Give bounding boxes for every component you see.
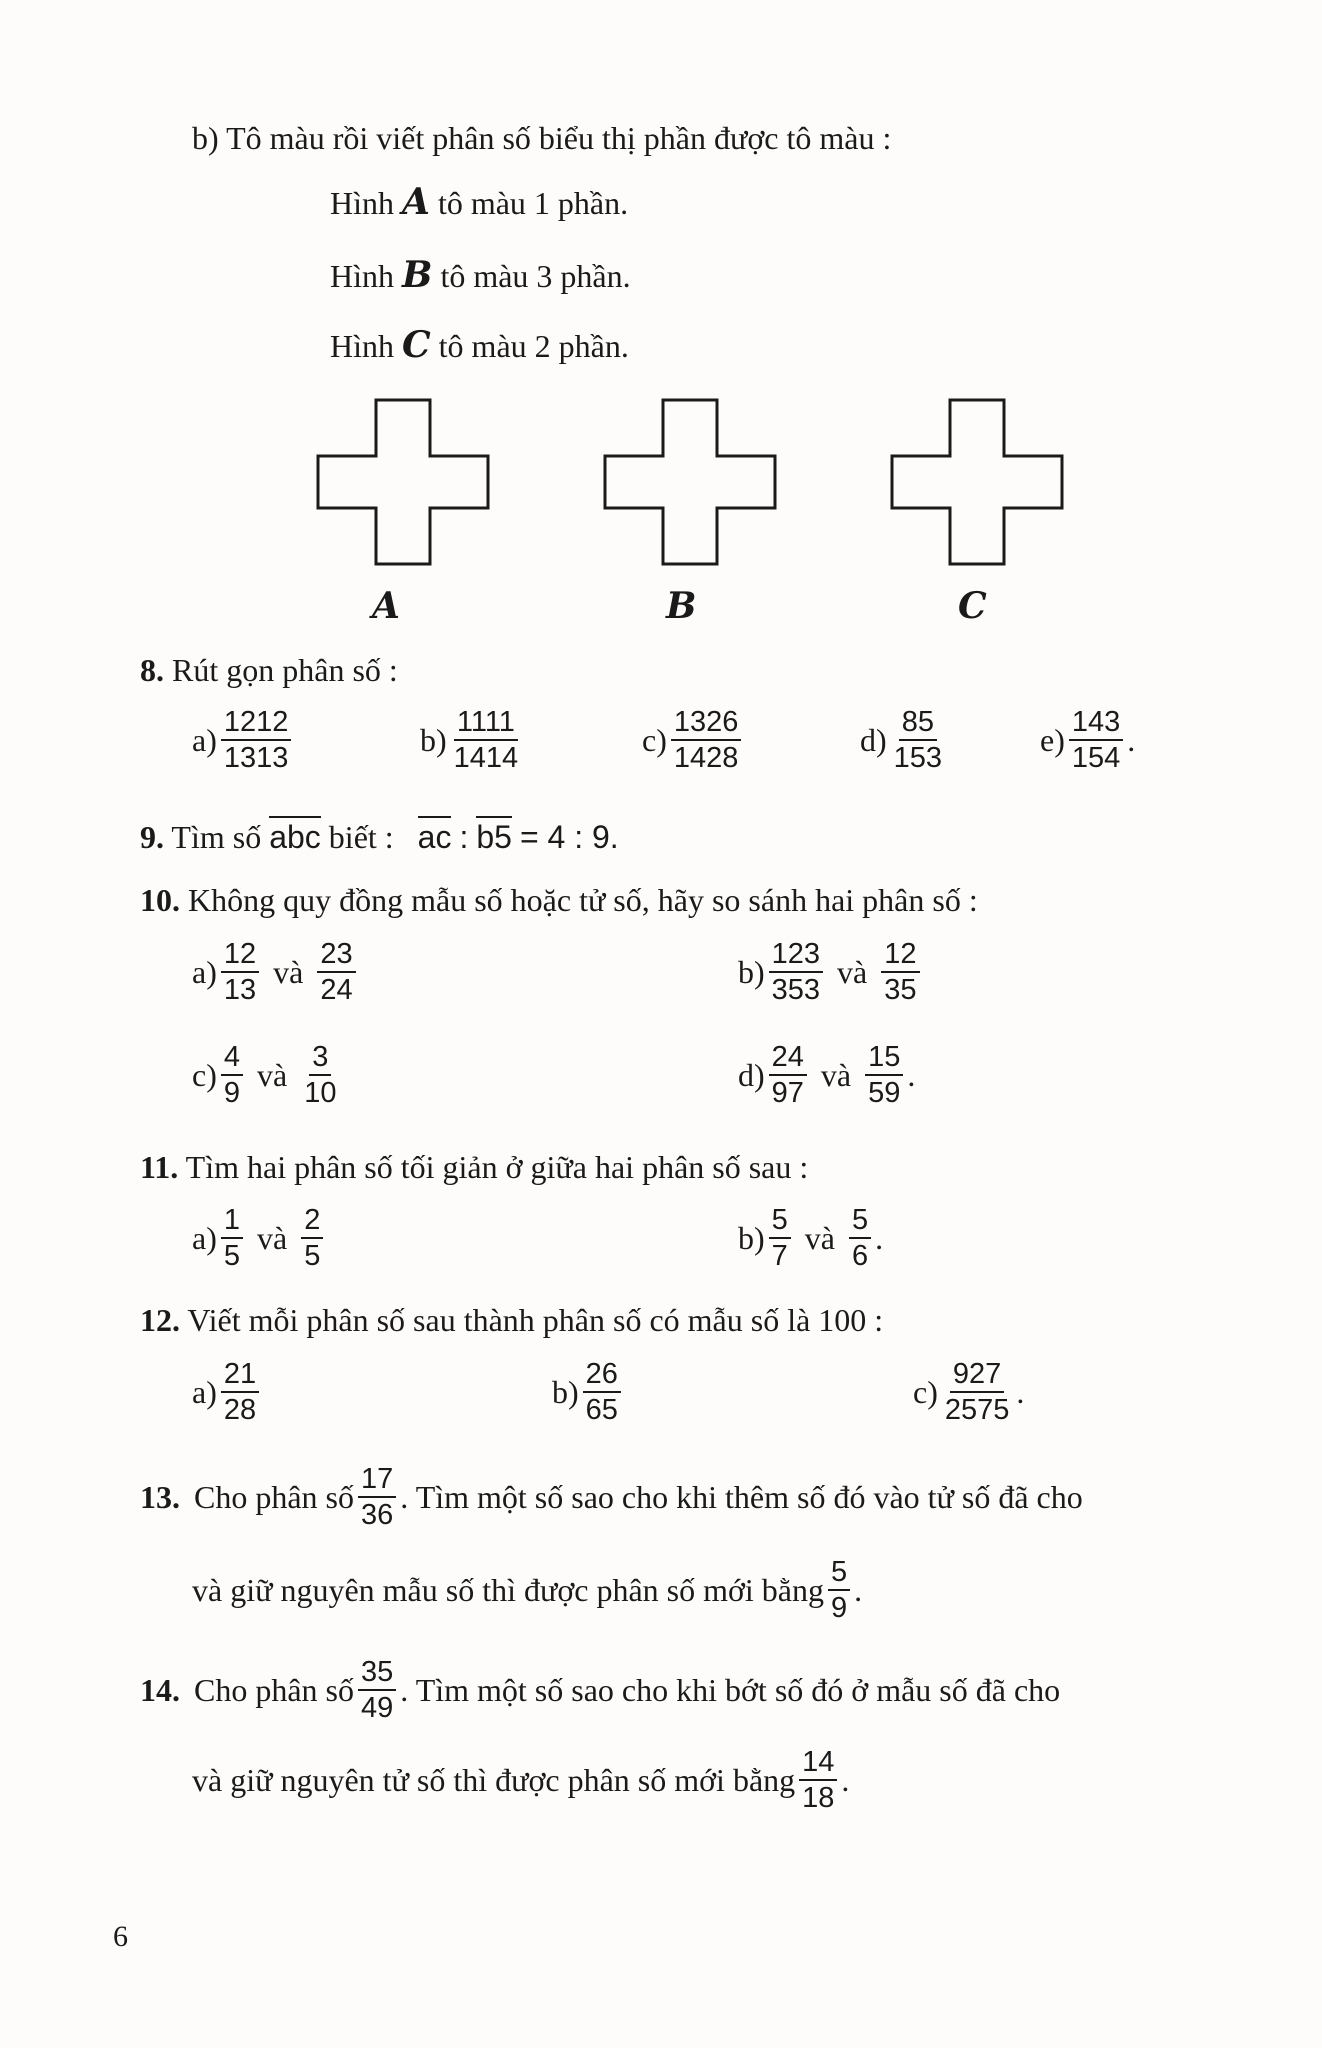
question-13-line2: và giữ nguyên mẫu số thì được phân số mới bằng $\frac{5}{9}$ .: [192, 1556, 863, 1624]
shade-text-a: tô màu 1 phần.: [437, 185, 629, 221]
numerator: 123: [769, 937, 823, 973]
question-number: 8.: [140, 652, 164, 688]
question-number: 14.: [140, 1672, 180, 1708]
numerator: 1326: [671, 705, 742, 741]
numerator: 5: [828, 1555, 850, 1591]
denominator: 24: [320, 974, 353, 1006]
overlined-ac: ac: [418, 816, 452, 855]
numerator: 15: [865, 1040, 903, 1076]
question-number: 11.: [140, 1149, 179, 1185]
numerator: 143: [1069, 705, 1123, 741]
and-word: và: [837, 954, 868, 990]
fraction: [301, 1203, 323, 1273]
shade-text-c: tô màu 2 phần.: [438, 328, 629, 364]
q12-item-c: c) $\frac{927}{2575}$ .: [913, 1358, 1025, 1426]
numerator: 12: [881, 937, 919, 973]
q10-item-a: [192, 937, 360, 1007]
numerator: 1212: [221, 705, 292, 741]
question-number: 13.: [140, 1479, 180, 1515]
denominator: 1414: [453, 742, 519, 774]
fraction: [221, 1203, 243, 1273]
question-text: biết :: [328, 819, 394, 855]
item-label: a): [192, 1220, 217, 1256]
question-number: 10.: [140, 882, 180, 918]
q11-item-b: b) $\frac{5}{7}$ và $\frac{5}{6}$ .: [738, 1204, 884, 1272]
item-label: a): [192, 722, 217, 758]
item-label: b): [420, 722, 447, 758]
denominator: 10: [304, 1077, 337, 1109]
question-text: và giữ nguyên tử số thì được phân số mới bằng: [192, 1762, 796, 1798]
item-label: d): [738, 1057, 765, 1093]
numerator: 14: [799, 1745, 837, 1781]
fraction: [671, 705, 742, 775]
item-label: c): [642, 722, 667, 758]
denominator: 35: [884, 974, 917, 1006]
question-number: 12.: [140, 1302, 180, 1338]
and-word: và: [257, 1220, 288, 1256]
denominator: 97: [771, 1077, 804, 1109]
question-text: Không quy đồng mẫu số hoặc tử số, hãy so sánh hai phân số :: [188, 882, 978, 918]
item-label: b): [738, 954, 765, 990]
q8-item-b: [420, 705, 525, 775]
q8-item-a: [192, 705, 295, 775]
fraction: [221, 1357, 259, 1427]
q12-item-a: [192, 1357, 263, 1427]
fraction: [358, 1655, 396, 1725]
numerator: 24: [769, 1040, 807, 1076]
q10-item-d: d) $\frac{24}{97}$ và $\frac{15}{59}$ .: [738, 1041, 916, 1109]
numerator: 2: [301, 1203, 323, 1239]
item-label: b): [552, 1374, 579, 1410]
numerator: 927: [950, 1357, 1004, 1393]
fraction: [221, 1040, 243, 1110]
question-13: [140, 1462, 1083, 1532]
shade-text-b: tô màu 3 phần.: [440, 258, 631, 294]
numerator: 1111: [454, 705, 518, 741]
numerator: 5: [849, 1203, 871, 1239]
question-14: [140, 1655, 1060, 1725]
ratio-text: = 4 : 9.: [519, 819, 619, 855]
denominator: 2575: [944, 1394, 1010, 1426]
and-word: và: [273, 954, 304, 990]
colon: :: [459, 819, 469, 855]
numerator: 4: [221, 1040, 243, 1076]
denominator: 5: [223, 1240, 240, 1272]
fraction: [942, 1357, 1013, 1427]
item-label: a): [192, 1374, 217, 1410]
numerator: 3: [309, 1040, 331, 1076]
fraction: [849, 1203, 871, 1273]
question-10-title: [140, 880, 978, 920]
denominator: 153: [893, 742, 943, 774]
q11-item-a: [192, 1203, 327, 1273]
item-label: d): [860, 722, 887, 758]
figure-letter-b: B: [402, 254, 433, 296]
fraction: [881, 937, 919, 1007]
denominator: 353: [771, 974, 821, 1006]
fraction: [828, 1555, 850, 1625]
figure-letter-c: C: [402, 324, 431, 366]
numerator: 12: [221, 937, 259, 973]
numerator: 17: [358, 1462, 396, 1498]
fraction: [221, 937, 259, 1007]
fraction: [451, 705, 522, 775]
figure-label-a: A: [372, 585, 400, 627]
fraction: [799, 1745, 837, 1815]
denominator: 49: [361, 1692, 394, 1724]
numerator: 5: [769, 1203, 791, 1239]
numerator: 21: [221, 1357, 259, 1393]
figure-label-c: C: [958, 585, 987, 627]
item-label: c): [192, 1057, 217, 1093]
shade-line-c: [330, 325, 629, 366]
question-9: [140, 817, 619, 857]
denominator: 13: [223, 974, 257, 1006]
and-word: và: [257, 1057, 288, 1093]
shade-prefix: Hình: [330, 328, 394, 364]
question-text: Tìm số: [171, 819, 262, 855]
fraction: [317, 937, 355, 1007]
fraction: [358, 1462, 396, 1532]
question-text: Tìm hai phân số tối giản ở giữa hai phân số sau :: [185, 1149, 809, 1185]
shade-prefix: Hình: [330, 185, 394, 221]
and-word: và: [820, 1057, 852, 1093]
overlined-b5: b5: [476, 816, 512, 855]
q10-item-c: [192, 1040, 343, 1110]
overlined-abc: abc: [269, 816, 321, 855]
numerator: 23: [317, 937, 355, 973]
denominator: 59: [868, 1077, 901, 1109]
question-text: và giữ nguyên mẫu số thì được phân số mới bằng: [192, 1572, 824, 1608]
item-label: e): [1040, 722, 1065, 758]
cross-figure-c: [890, 398, 1064, 568]
question-11-title: [140, 1147, 808, 1187]
question-14-line2: và giữ nguyên tử số thì được phân số mới bằng $\frac{14}{18}$ .: [192, 1746, 850, 1814]
cross-figure-a: [316, 398, 490, 568]
denominator: 1313: [223, 742, 289, 774]
fraction: [769, 1203, 791, 1273]
item-label: c): [913, 1374, 938, 1410]
cross-figure-b: [603, 398, 777, 568]
numerator: 85: [899, 705, 937, 741]
denominator: 7: [771, 1240, 788, 1272]
figure-label-b: B: [666, 585, 697, 627]
denominator: 154: [1071, 742, 1121, 774]
denominator: 65: [585, 1394, 618, 1426]
question-text: . Tìm một số sao cho khi bớt số đó ở mẫu số đã cho: [400, 1672, 1061, 1708]
numerator: 35: [358, 1655, 396, 1691]
fraction: [769, 1040, 807, 1110]
numerator: 1: [221, 1203, 243, 1239]
q10-item-b: [738, 937, 924, 1007]
q8-item-d: [860, 705, 949, 775]
fraction: [583, 1357, 621, 1427]
figure-letter-a: A: [402, 181, 430, 223]
fraction: [1069, 705, 1123, 775]
denominator: 36: [361, 1499, 394, 1531]
q8-item-e: e) $\frac{143}{154}$ .: [1040, 706, 1136, 774]
question-text: Cho phân số: [194, 1479, 354, 1515]
q8-item-c: [642, 705, 745, 775]
question-text: . Tìm một số sao cho khi thêm số đó vào tử số đã cho: [400, 1479, 1083, 1515]
question-8-title: [140, 650, 398, 690]
shade-prefix: Hình: [330, 258, 394, 294]
fraction: [865, 1040, 903, 1110]
question-text: Rút gọn phân số :: [172, 652, 398, 688]
denominator: 9: [223, 1077, 240, 1109]
fraction: [769, 937, 823, 1007]
fraction: [221, 705, 292, 775]
question-text: Cho phân số: [194, 1672, 354, 1708]
denominator: 18: [802, 1782, 835, 1814]
question-12-title: [140, 1300, 883, 1340]
page-number: 6: [113, 1920, 128, 1953]
denominator: 6: [852, 1240, 869, 1272]
question-text: Viết mỗi phân số sau thành phân số có mẫu số là 100 :: [187, 1302, 884, 1338]
item-label: b): [738, 1220, 765, 1256]
part-b-intro: b) Tô màu rồi viết phân số biểu thị phần được tô màu :: [192, 120, 892, 156]
numerator: 26: [583, 1357, 621, 1393]
q12-item-b: [552, 1357, 625, 1427]
shade-line-b: [330, 255, 631, 296]
denominator: 1428: [673, 742, 739, 774]
shade-line-a: [330, 182, 628, 223]
fraction: [891, 705, 945, 775]
question-number: 9.: [140, 819, 164, 855]
denominator: 5: [304, 1240, 321, 1272]
item-label: a): [192, 954, 217, 990]
denominator: 9: [831, 1592, 848, 1624]
fraction: [301, 1040, 339, 1110]
and-word: và: [804, 1220, 835, 1256]
denominator: 28: [223, 1394, 257, 1426]
